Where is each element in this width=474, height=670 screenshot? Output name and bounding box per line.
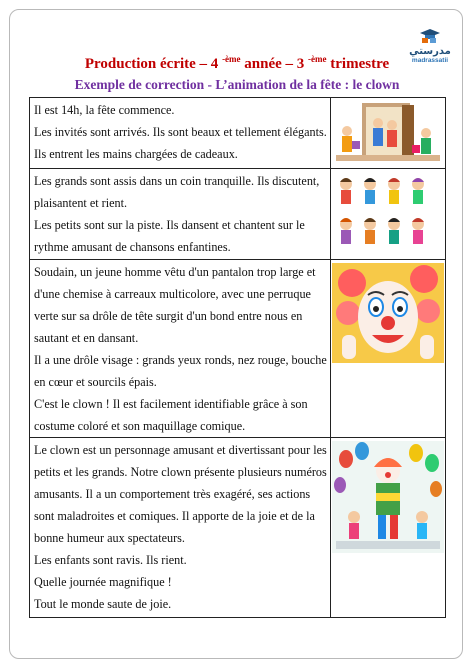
table-row (30, 438, 446, 618)
clown-face-image (332, 263, 444, 368)
paragraph: Les grands sont assis dans un coin tranquille. Ils discutent, plaisantent et rient. (34, 174, 320, 210)
text-cell (30, 438, 331, 618)
paragraph: Les invités sont arrivés. Ils sont beaux et tellement élégants. Ils entrent les mains chargées de cadeaux. (34, 125, 327, 161)
image-cell (331, 260, 446, 438)
paragraph: Quelle journée magnifique ! (34, 575, 172, 589)
page-title: Production écrite – 4 $^{-ème}$ année – 3 $^{-ème}$ trimestre (84, 54, 390, 72)
paragraph: Il est 14h, la fête commence. (34, 103, 175, 117)
table-row (30, 169, 446, 260)
text-cell (30, 169, 331, 260)
text-cell (30, 98, 331, 169)
paragraph: C'est le clown ! Il est facilement identifiable grâce à son costume coloré et son maquillage comique. (34, 397, 308, 433)
paragraph: Le clown est un personnage amusant et divertissant pour les petits et les grands. Notre clown présente plusieurs numéros amusants. Il a un comportement très exagéré, ses actions sont maladroites et comiques. Il apporte de la joie et de la bonne humeur aux spectateurs. (34, 443, 327, 545)
party-guests-image (332, 101, 444, 168)
table-row (30, 260, 446, 438)
paragraph: Soudain, un jeune homme vêtu d'un pantalon trop large et d'une chemise à carreaux multicolore, avec une perruque verte sur sa drôle de tête surgit d'un bond entre nous en sautant et en dansant. (34, 265, 316, 345)
image-cell (331, 438, 446, 618)
paragraph: Tout le monde saute de joie. (34, 597, 172, 611)
graduation-cap-icon (420, 28, 440, 44)
logo-latin-text: madrassatii (411, 57, 449, 64)
image-cell (331, 169, 446, 260)
paragraph: Les enfants sont ravis. Ils rient. (34, 553, 187, 567)
logo-arabic-text: مدرستي (409, 46, 451, 57)
paragraph: Il a une drôle visage : grands yeux ronds, nez rouge, bouche en cœur et sourcils épais. (34, 353, 327, 389)
singing-children-image (332, 172, 444, 259)
image-cell (331, 98, 446, 169)
page-subtitle: Exemple de correction - L’animation de la fête : le clown (74, 77, 400, 92)
correction-table (29, 97, 446, 618)
paragraph: Les petits sont sur la piste. Ils dansent et chantent sur le rythme amusant de chansons enfantines. (34, 218, 305, 254)
table-row (30, 98, 446, 169)
text-cell (30, 260, 331, 438)
clown-balloons-image (332, 441, 444, 558)
